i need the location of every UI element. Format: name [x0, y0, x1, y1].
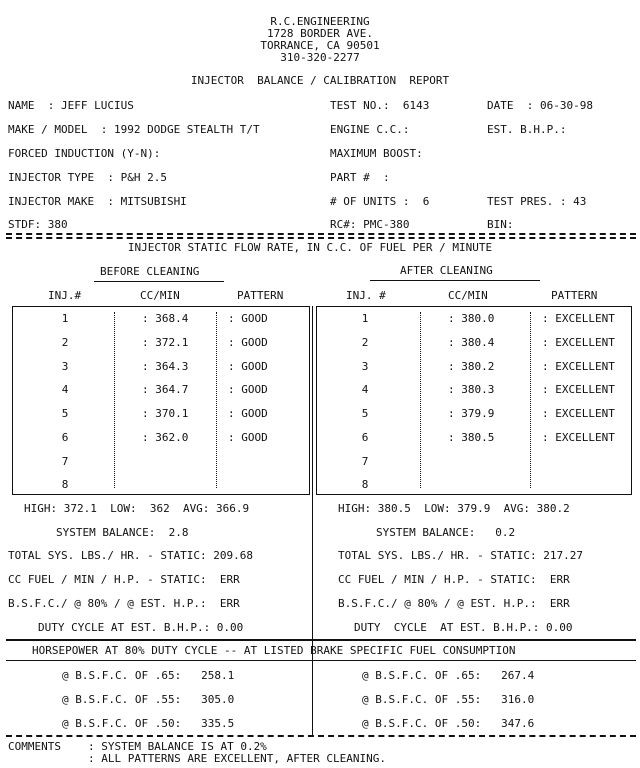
before-system-balance: SYSTEM BALANCE: 2.8 [56, 526, 189, 539]
before-cleaning-title: BEFORE CLEANING [100, 265, 200, 278]
hp-left-55: @ B.S.F.C. OF .55: 305.0 [62, 693, 235, 706]
before-duty-cycle: DUTY CYCLE AT EST. B.H.P.: 0.00 [38, 621, 244, 634]
flow-rate-title: INJECTOR STATIC FLOW RATE, IN C.C. OF FUEL PER / MINUTE [127, 241, 493, 254]
after-system-balance: SYSTEM BALANCE: 0.2 [376, 526, 516, 539]
table-row-pattern: : GOOD [228, 431, 268, 444]
horsepower-title-underline [6, 660, 636, 661]
before-cc-fuel: CC FUEL / MIN / H.P. - STATIC: ERR [8, 573, 240, 586]
info-name: NAME : JEFF LUCIUS [8, 99, 134, 112]
table-row-cc: : 372.1 [142, 336, 189, 349]
table-row-pattern: : GOOD [228, 336, 268, 349]
after-col-divider [530, 312, 531, 488]
info-injector-type: INJECTOR TYPE : P&H 2.5 [8, 171, 167, 184]
after-bsfc: B.S.F.C./ @ 80% / @ EST. H.P.: ERR [338, 597, 570, 610]
table-row-inj: 7 [61, 455, 69, 468]
after-cleaning-title: AFTER CLEANING [400, 264, 493, 277]
center-divider [312, 306, 313, 736]
table-row-inj: 2 [361, 336, 369, 349]
info-stdf: STDF: 380 [8, 218, 68, 231]
info-units: # OF UNITS : 6 [330, 195, 430, 208]
company-phone: 310-320-2277 [280, 51, 360, 64]
info-bin: BIN: [487, 218, 514, 231]
table-row-cc: : 362.0 [142, 431, 189, 444]
table-row-pattern: : GOOD [228, 360, 268, 373]
hp-left-65: @ B.S.F.C. OF .65: 258.1 [62, 669, 235, 682]
info-rc: RC#: PMC-380 [330, 218, 410, 231]
horsepower-separator [6, 639, 636, 641]
hp-right-50: @ B.S.F.C. OF .50: 347.6 [362, 717, 535, 730]
table-row-pattern: : EXCELLENT [542, 336, 615, 349]
table-row-inj: 5 [361, 407, 369, 420]
table-row-cc: : 364.3 [142, 360, 189, 373]
table-row-cc: : 380.3 [448, 383, 495, 396]
after-stats: HIGH: 380.5 LOW: 379.9 AVG: 380.2 [338, 502, 570, 515]
table-row-inj: 1 [61, 312, 69, 325]
table-row-inj: 4 [61, 383, 69, 396]
table-row-pattern: : EXCELLENT [542, 407, 615, 420]
info-max-boost: MAXIMUM BOOST: [330, 147, 423, 160]
table-row-pattern: : GOOD [228, 312, 268, 325]
table-row-inj: 6 [61, 431, 69, 444]
hp-right-65: @ B.S.F.C. OF .65: 267.4 [362, 669, 535, 682]
table-row-pattern: : EXCELLENT [542, 383, 615, 396]
info-test-no: TEST NO.: 6143 [330, 99, 430, 112]
report-title: INJECTOR BALANCE / CALIBRATION REPORT [190, 74, 450, 87]
table-row-pattern: : GOOD [228, 383, 268, 396]
before-stats: HIGH: 372.1 LOW: 362 AVG: 366.9 [24, 502, 250, 515]
table-row-cc: : 380.5 [448, 431, 495, 444]
after-col-inj: INJ. # [346, 289, 386, 302]
info-injector-make: INJECTOR MAKE : MITSUBISHI [8, 195, 187, 208]
table-row-pattern: : EXCELLENT [542, 312, 615, 325]
before-bsfc: B.S.F.C./ @ 80% / @ EST. H.P.: ERR [8, 597, 240, 610]
table-row-inj: 1 [361, 312, 369, 325]
separator-dashed [6, 233, 636, 235]
after-col-cc: CC/MIN [448, 289, 488, 302]
after-duty-cycle: DUTY CYCLE AT EST. B.H.P.: 0.00 [354, 621, 573, 634]
comments-label: COMMENTS [8, 740, 61, 753]
table-row-inj: 8 [361, 478, 369, 491]
info-test-pres: TEST PRES. : 43 [487, 195, 587, 208]
company-city: TORRANCE, CA 90501 [260, 39, 380, 52]
info-make-model: MAKE / MODEL : 1992 DODGE STEALTH T/T [8, 123, 260, 136]
table-row-cc: : 379.9 [448, 407, 495, 420]
comments-line-2: : ALL PATTERNS ARE EXCELLENT, AFTER CLEANING. [88, 752, 387, 765]
before-title-underline [94, 281, 224, 282]
separator-dashed [6, 735, 636, 737]
before-col-divider [114, 312, 115, 488]
before-col-cc: CC/MIN [140, 289, 180, 302]
info-date: DATE : 06-30-98 [487, 99, 593, 112]
table-row-cc: : 380.2 [448, 360, 495, 373]
table-row-cc: : 380.0 [448, 312, 495, 325]
table-row-inj: 5 [61, 407, 69, 420]
hp-right-55: @ B.S.F.C. OF .55: 316.0 [362, 693, 535, 706]
table-row-inj: 3 [61, 360, 69, 373]
table-row-pattern: : EXCELLENT [542, 360, 615, 373]
table-row-cc: : 364.7 [142, 383, 189, 396]
table-row-inj: 6 [361, 431, 369, 444]
info-est-bhp: EST. B.H.P.: [487, 123, 567, 136]
table-row-inj: 3 [361, 360, 369, 373]
info-forced-induction: FORCED INDUCTION (Y-N): [8, 147, 161, 160]
before-total-lbs: TOTAL SYS. LBS./ HR. - STATIC: 209.68 [8, 549, 254, 562]
table-row-cc: : 380.4 [448, 336, 495, 349]
company-address: 1728 BORDER AVE. [267, 27, 373, 40]
after-col-divider [420, 312, 421, 488]
table-row-pattern: : GOOD [228, 407, 268, 420]
separator-dashed [6, 237, 636, 239]
table-row-inj: 8 [61, 478, 69, 491]
table-row-inj: 4 [361, 383, 369, 396]
before-col-divider [216, 312, 217, 488]
info-engine-cc: ENGINE C.C.: [330, 123, 410, 136]
before-col-inj: INJ.# [48, 289, 82, 302]
company-name: R.C.ENGINEERING [270, 15, 370, 28]
after-title-underline [370, 280, 540, 281]
table-row-pattern: : EXCELLENT [542, 431, 615, 444]
table-row-inj: 2 [61, 336, 69, 349]
table-row-cc: : 370.1 [142, 407, 189, 420]
table-row-inj: 7 [361, 455, 369, 468]
hp-left-50: @ B.S.F.C. OF .50: 335.5 [62, 717, 235, 730]
after-col-pattern: PATTERN [551, 289, 598, 302]
after-total-lbs: TOTAL SYS. LBS./ HR. - STATIC: 217.27 [338, 549, 584, 562]
comments-line-1: : SYSTEM BALANCE IS AT 0.2% [88, 740, 267, 753]
after-cc-fuel: CC FUEL / MIN / H.P. - STATIC: ERR [338, 573, 570, 586]
horsepower-title: HORSEPOWER AT 80% DUTY CYCLE -- AT LISTED BRAKE SPECIFIC FUEL CONSUMPTION [32, 644, 516, 657]
info-part: PART # : [330, 171, 390, 184]
before-col-pattern: PATTERN [237, 289, 284, 302]
table-row-cc: : 368.4 [142, 312, 189, 325]
